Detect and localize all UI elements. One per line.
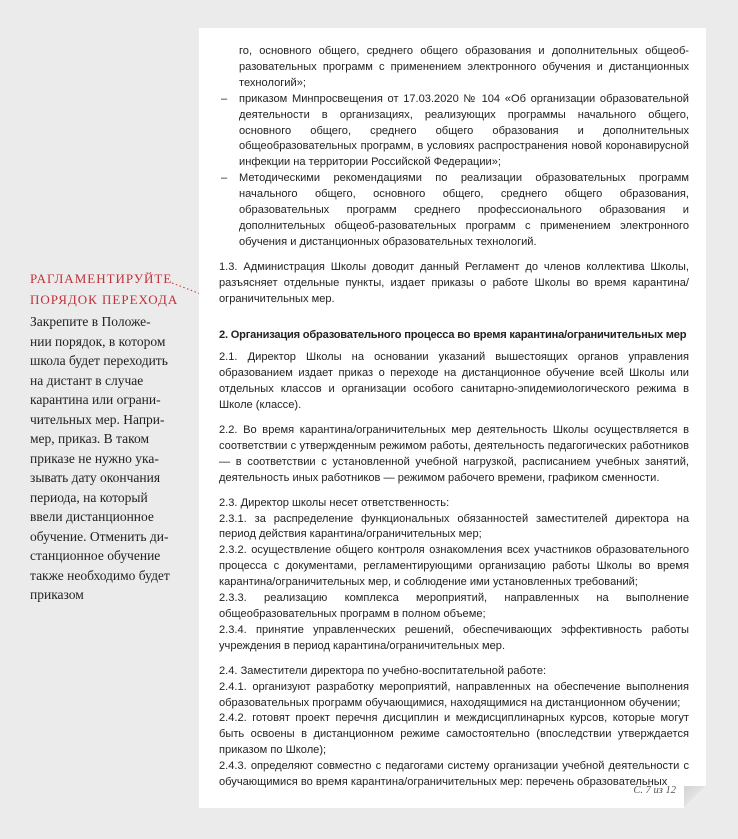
paragraph-1-3: 1.3. Администрация Школы доводит данный Регламент до членов коллектива Школы, разъясняет отдельные пункты, издает приказы о работе Школы во время карантина/ ограничительных мер. <box>219 260 689 305</box>
list-item-text: Методическими рекомендациями по реализации образовательных программ начального общего, основного общего, среднего общего образования, образовательных программ среднего профессионального образования и дополнительных общеоб-разовательных программ с применением электронного обучения и дистанционных образовательных технологий. <box>239 172 689 248</box>
paragraph-2-4-3: 2.4.3. определяют совместно с педагогами систему организации учебной деятельности с обучающимися во время карантина/ограничительных мер: перечень образовательных <box>219 760 689 789</box>
sidenote-title: РАГЛАМЕНТИРУЙТЕ ПОРЯДОК ПЕРЕХОДА <box>30 271 179 307</box>
sidenote-body: Закрепите в Положе- нии порядок, в котором школа будет переходить на дистант в случае карантина или ограни- чительных мер. Напри- мер, приказ. В таком приказе не нужно ука- зывать дату окончания периода, на который ввели дистанционное обучение. Отменить ди- станционное обучение также необходимо будет приказом <box>30 314 170 602</box>
paragraph-2-1: 2.1. Директор Школы на основании указаний вышестоящих органов управления образованием издает приказ о переходе на дистанционное обучение всей Школы или отдельных классов и организации особого санитарно-эпидемиологического режима в Школе (классе). <box>219 351 689 412</box>
list-item <box>219 92 689 172</box>
paragraph-2-3-3: 2.3.3. реализацию комплекса мероприятий, направленных на выполнение общеобразовательных программ в полном объеме; <box>219 592 689 620</box>
section-heading: 2. Организация образовательного процесса во время карантина/ограничительных мер <box>219 328 687 341</box>
paragraph-2-4-2: 2.4.2. готовят проект перечня дисциплин и междисциплинарных курсов, которые могут быть освоены в дистанционном режиме самостоятельно (впоследствии утверждается приказом по Школе); <box>219 712 689 757</box>
document-page <box>199 28 706 808</box>
document-content <box>219 44 689 791</box>
paragraph-2-3-1: 2.3.1. за распределение функциональных обязанностей заместителей директора на период действия карантина/ограничительных мер; <box>219 512 689 541</box>
bullet-dash: – <box>221 92 228 105</box>
paragraph-2-2: 2.2. Во время карантина/ограничительных мер деятельность Школы осуществляется в соответствии с утвержденным режимом работы, деятельность педагогических работников — в соответствии с установленной учебной нагрузкой, расписанием учебных занятий, деятельность иных работников — режимом рабочего времени, графиком сменности. <box>219 424 689 484</box>
bullet-dash: – <box>221 172 228 185</box>
continued-paragraph: го, основного общего, среднего общего образования и дополнительных общеоб-разовательных программ с применением электронного обучения и дистанционных технологий»; <box>239 45 689 89</box>
paragraph-2-3-4: 2.3.4. принятие управленческих решений, обеспечивающих эффективность работы учреждения в период карантина/ограничительных мер. <box>219 623 689 652</box>
paragraph-2-3-2: 2.3.2. осуществление общего контроля ознакомления всех участников образовательного процесса с документами, регламентирующими организацию работы Школы во время карантина/ограничительных мер, и соблюдение ими установленных требований; <box>219 544 689 589</box>
list-item-text: приказом Минпросвещения от 17.03.2020 № 104 «Об организации образовательной деятельности в организациях, реализующих программы начального общего, основного общего, среднего общего образования и дополнительных общеобразовательных программ, в условиях распространения новой коронавирусной инфекции на территории Российской Федерации»; <box>239 92 689 169</box>
sidenote <box>30 268 180 605</box>
page-number: С. 7 из 12 <box>633 785 676 796</box>
paragraph-2-4-1: 2.4.1. организуют разработку мероприятий, направленных на обеспечение выполнения образовательных программ обучающимися, находящимися на дистанционном обучении; <box>219 680 689 709</box>
list-item <box>219 171 689 251</box>
page-corner-fold <box>684 786 706 808</box>
paragraph-2-3: 2.3. Директор школы несет ответственность: <box>219 496 450 509</box>
paragraph-2-4: 2.4. Заместители директора по учебно-воспитательной работе: <box>219 664 547 677</box>
